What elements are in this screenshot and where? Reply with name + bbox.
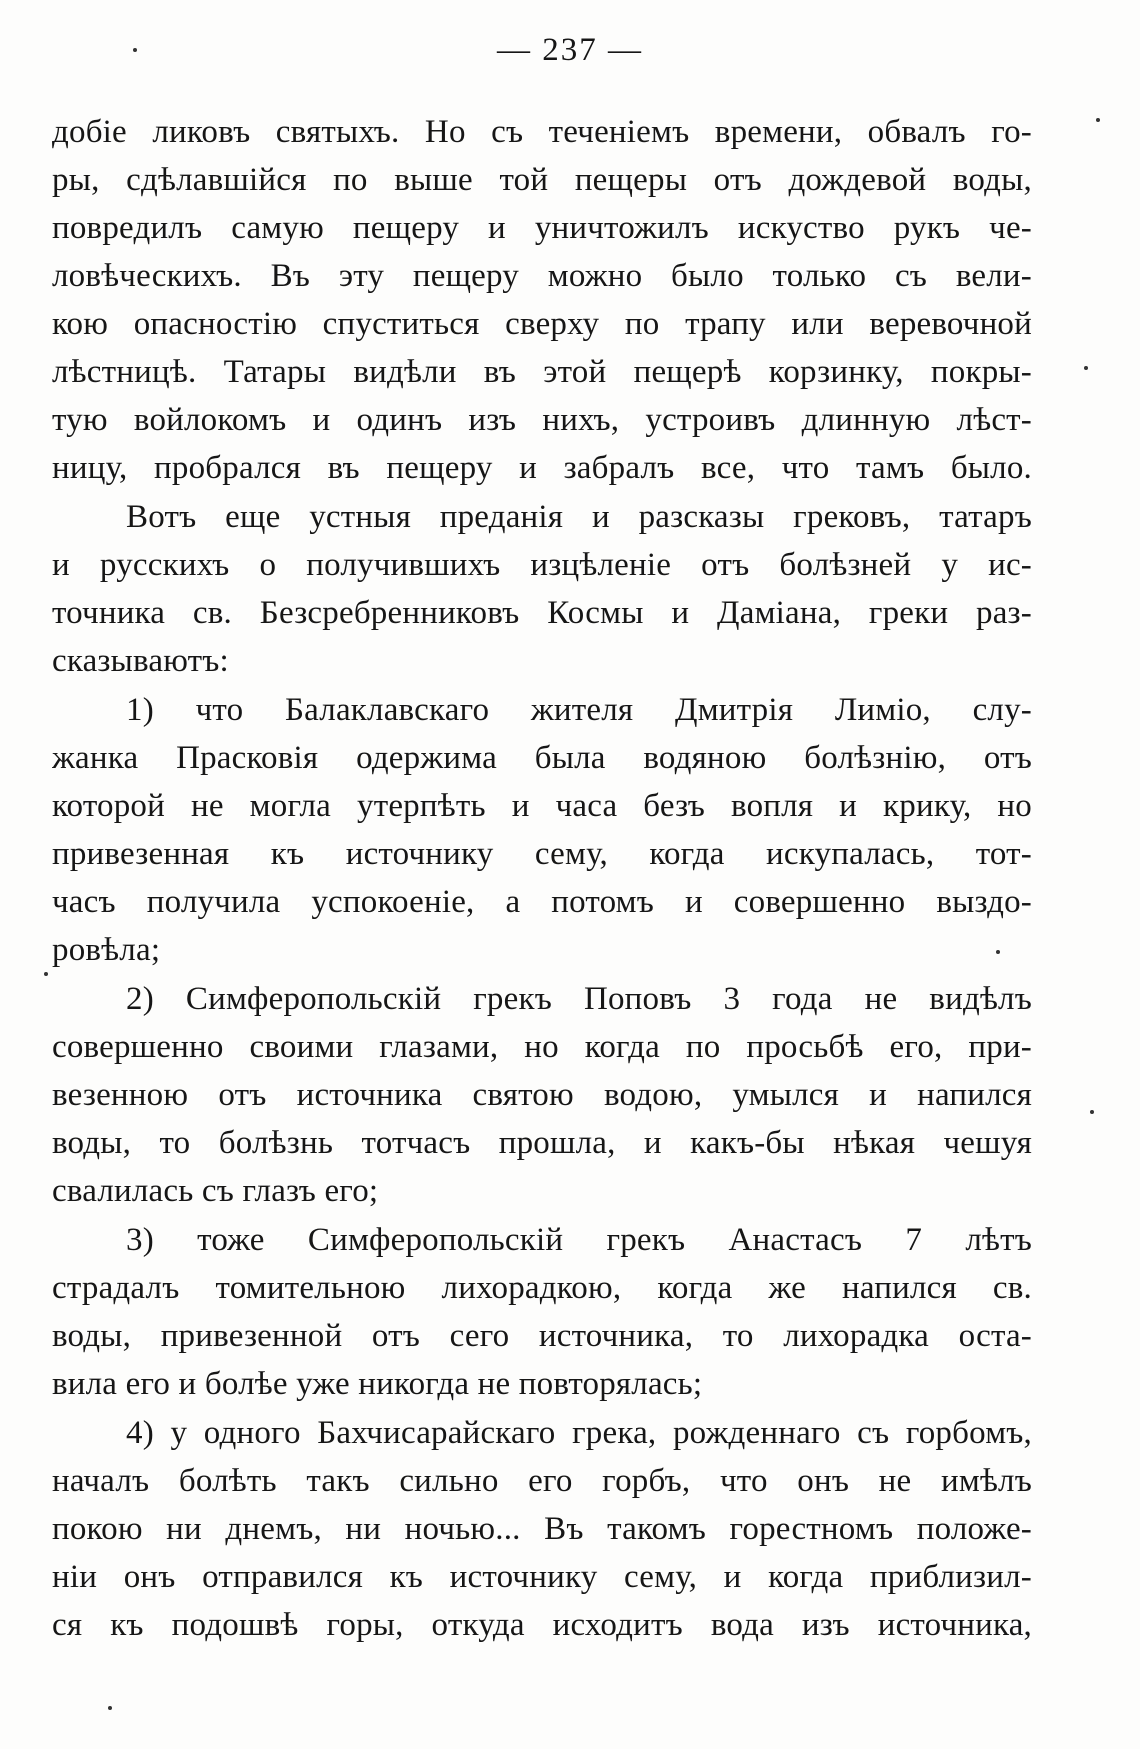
text-line-21: везенною отъ источника святою водою, умылся и напился [52, 1077, 1032, 1113]
text-line-31: ніи онъ отправился къ источнику сему, и когда приблизил- [52, 1559, 1032, 1595]
text-line-2: ры, сдѣлавшійся по выше той пещеры отъ дождевой воды, [52, 162, 1032, 198]
scan-speck [996, 950, 1000, 954]
text-line-3: повредилъ самую пещеру и уничтожилъ искуство рукъ че- [52, 210, 1032, 246]
text-line-6: лѣстницѣ. Татары видѣли въ этой пещерѣ корзинку, покры- [52, 354, 1032, 390]
text-line-27: вила его и болѣе уже никогда не повторялась; [52, 1366, 703, 1402]
scan-speck [44, 972, 48, 976]
scan-speck [1084, 366, 1088, 370]
text-line-13: 1) что Балаклавскаго жителя Дмитрія Лиміо, слу- [126, 692, 1032, 728]
text-line-22: воды, то болѣзнь тотчасъ прошла, и какъ-бы нѣкая чешуя [52, 1125, 1032, 1161]
scan-speck [1090, 1110, 1094, 1114]
text-line-20: совершенно своими глазами, но когда по просьбѣ его, при- [52, 1029, 1032, 1065]
text-line-17: часъ получила успокоеніе, а потомъ и совершенно выздо- [52, 884, 1032, 920]
text-line-5: кою опасностію спуститься сверху по трапу или веревочной [52, 306, 1032, 342]
text-line-26: воды, привезенной отъ сего источника, то лихорадка оста- [52, 1318, 1032, 1354]
text-line-12: сказываютъ: [52, 643, 229, 679]
text-line-23: свалилась съ глазъ его; [52, 1173, 379, 1209]
text-line-29: началъ болѣть такъ сильно его горбъ, что онъ не имѣлъ [52, 1463, 1032, 1499]
text-line-24: 3) тоже Симферопольскій грекъ Анастасъ 7 лѣтъ [126, 1222, 1032, 1258]
text-line-7: тую войлокомъ и одинъ изъ нихъ, устроивъ длинную лѣст- [52, 402, 1032, 438]
text-line-10: и русскихъ о получившихъ изцѣленіе отъ болѣзней у ис- [52, 547, 1032, 583]
scan-speck [1096, 118, 1100, 122]
text-line-25: страдалъ томительною лихорадкою, когда же напился св. [52, 1270, 1032, 1306]
text-line-14: жанка Прасковія одержима была водяною болѣзнію, отъ [52, 740, 1032, 776]
scan-speck [108, 1706, 112, 1710]
text-line-9: Вотъ еще устныя преданія и разсказы грековъ, татаръ [126, 499, 1032, 535]
text-line-18: ровѣла; [52, 932, 161, 968]
text-line-8: ницу, пробрался въ пещеру и забралъ все, что тамъ было. [52, 450, 1032, 486]
text-line-28: 4) у одного Бахчисарайскаго грека, рожденнаго съ горбомъ, [126, 1415, 1032, 1451]
text-line-15: которой не могла утерпѣть и часа безъ вопля и крику, но [52, 788, 1032, 824]
scan-speck [133, 48, 137, 52]
text-line-11: точника св. Безсребренниковъ Космы и Даміана, греки раз- [52, 595, 1032, 631]
text-line-19: 2) Симферопольскій грекъ Поповъ 3 года не видѣлъ [126, 981, 1032, 1017]
text-line-30: покою ни днемъ, ни ночью... Въ такомъ горестномъ положе- [52, 1511, 1032, 1547]
text-line-4: ловѣческихъ. Въ эту пещеру можно было только съ вели- [52, 258, 1032, 294]
page-number: — 237 — [497, 32, 643, 68]
text-line-16: привезенная къ источнику сему, когда искупалась, тот- [52, 836, 1032, 872]
text-line-1: добіе ликовъ святыхъ. Но съ теченіемъ времени, обвалъ го- [52, 114, 1032, 150]
text-line-32: ся къ подошвѣ горы, откуда исходитъ вода изъ источника, [52, 1607, 1032, 1643]
